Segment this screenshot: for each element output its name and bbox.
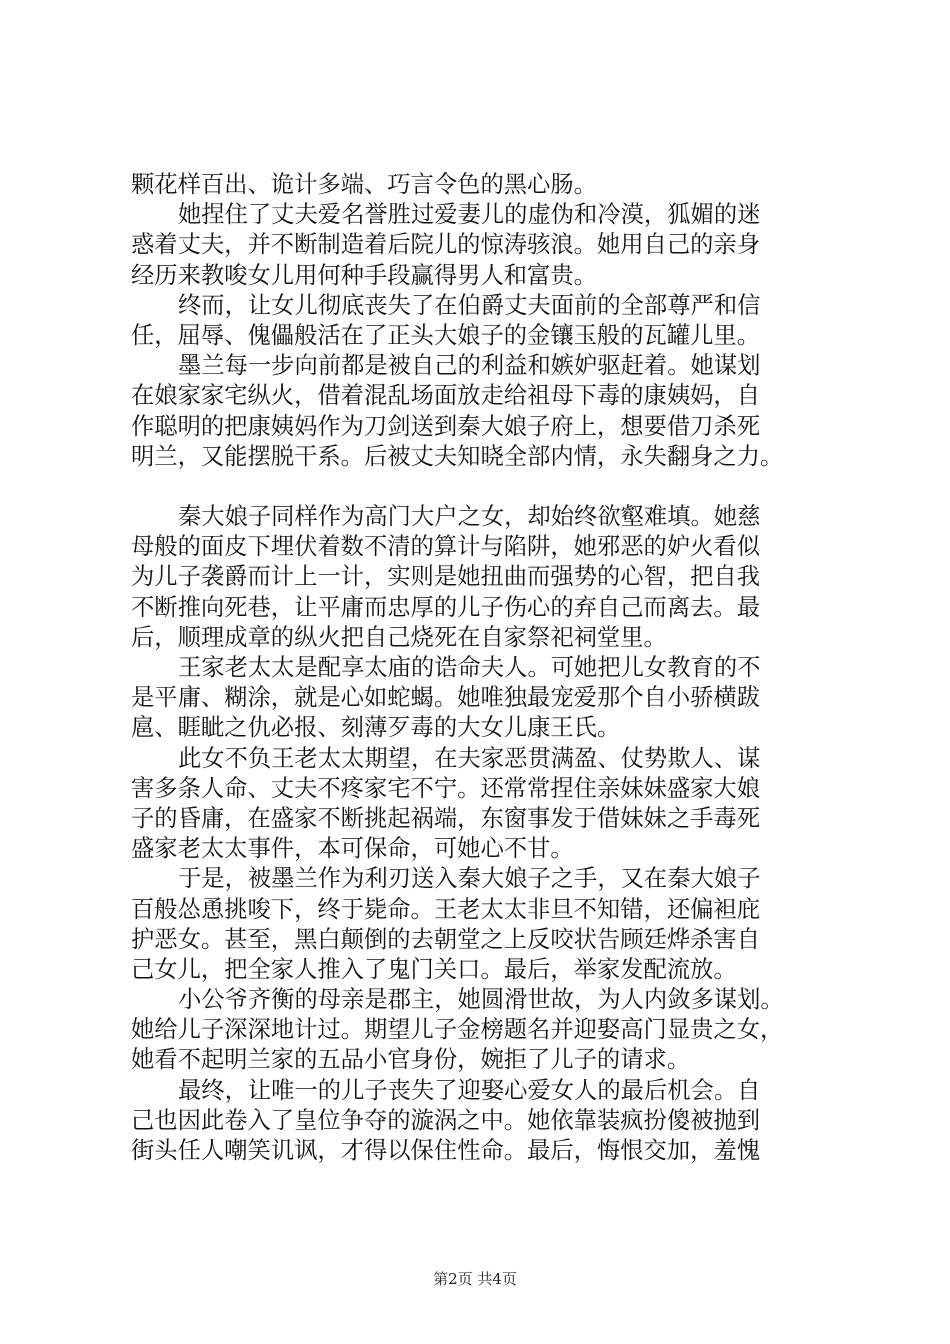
text-line: 百般怂恿挑唆下，终于毙命。王老太太非旦不知错，还偏袒庇	[131, 895, 761, 923]
text-line: 她捏住了丈夫爱名誉胜过爱妻儿的虚伪和冷漠，狐媚的迷	[178, 201, 761, 229]
text-line: 在娘家家宅纵火，借着混乱场面放走给祖母下毒的康姨妈，自	[131, 382, 761, 410]
text-line: 经历来教唆女儿用何种手段赢得男人和富贵。	[131, 261, 597, 289]
text-line: 作聪明的把康姨妈作为刀剑送到秦大娘子府上，想要借刀杀死	[131, 412, 761, 440]
text-line: 明兰，又能摆脱干系。后被丈夫知晓全部内情，永失翻身之力。	[131, 442, 784, 470]
text-line: 扈、睚眦之仇必报、刻薄歹毒的大女儿康王氏。	[131, 714, 621, 742]
paragraph-4	[131, 351, 831, 472]
document-body	[131, 170, 831, 1166]
page-footer	[0, 1268, 950, 1289]
paragraph-3	[131, 291, 831, 351]
text-line: 颗花样百出、诡计多端、巧言令色的黑心肠。	[131, 171, 597, 198]
text-line: 惑着丈夫，并不断制造着后院儿的惊涛骇浪。她用自己的亲身	[131, 231, 761, 259]
page-number-label: 第2页 共4页	[433, 1270, 517, 1288]
paragraph-6	[131, 653, 831, 744]
text-line: 街头任人嘲笑讥讽，才得以保住性命。最后，悔恨交加，羞愧	[131, 1137, 761, 1164]
text-line: 终而，让女儿彻底丧失了在伯爵丈夫面前的全部尊严和信	[178, 291, 761, 319]
text-line: 害多条人命、丈夫不疼家宅不宁。还常常捏住亲妹妹盛家大娘	[131, 774, 761, 802]
text-line: 是平庸、糊涂，就是心如蛇蝎。她唯独最宠爱那个自小骄横跋	[131, 684, 761, 712]
text-line: 母般的面皮下埋伏着数不清的算计与陷阱，她邪恶的妒火看似	[131, 533, 761, 561]
paragraph-2	[131, 200, 831, 291]
text-line: 盛家老太太事件，本可保命，可她心不甘。	[131, 835, 574, 863]
paragraph-9	[131, 985, 831, 1076]
paragraph-5	[131, 502, 831, 653]
text-line: 墨兰每一步向前都是被自己的利益和嫉妒驱赶着。她谋划	[178, 352, 761, 380]
text-line: 任，屈辱、傀儡般活在了正头大娘子的金镶玉般的瓦罐儿里。	[131, 321, 761, 349]
text-line: 后，顺理成章的纵火把自己烧死在自家祭祀祠堂里。	[131, 623, 667, 651]
paragraph-8	[131, 864, 831, 985]
text-line: 此女不负王老太太期望，在夫家恶贯满盈、仗势欺人、谋	[178, 744, 761, 772]
text-line: 不断推向死巷，让平庸而忠厚的儿子伤心的弃自己而离去。最	[131, 593, 761, 621]
paragraph-1	[131, 170, 831, 200]
text-line: 护恶女。甚至，黑白颠倒的去朝堂之上反咬状告顾廷烨杀害自	[131, 925, 761, 953]
paragraph-7	[131, 744, 831, 865]
text-line: 己女儿，把全家人推入了鬼门关口。最后，举家发配流放。	[131, 955, 737, 983]
text-line: 她给儿子深深地计过。期望儿子金榜题名并迎娶高门显贵之女，	[131, 1016, 784, 1044]
text-line: 己也因此卷入了皇位争夺的漩涡之中。她依靠装疯扮傻被抛到	[131, 1106, 761, 1134]
paragraph-10	[131, 1076, 831, 1167]
text-line: 最终，让唯一的儿子丧失了迎娶心爱女人的最后机会。自	[178, 1076, 761, 1104]
text-line: 为儿子袭爵而计上一计，实则是她扭曲而强势的心智，把自我	[131, 563, 761, 591]
text-line: 子的昏庸，在盛家不断挑起祸端，东窗事发于借妹妹之手毒死	[131, 804, 761, 832]
text-line: 秦大娘子同样作为高门大户之女，却始终欲壑难填。她慈	[178, 503, 761, 531]
text-line: 于是，被墨兰作为利刃送入秦大娘子之手，又在秦大娘子	[178, 865, 761, 893]
text-line: 她看不起明兰家的五品小官身份，婉拒了儿子的请求。	[131, 1046, 691, 1074]
text-line: 王家老太太是配享太庙的诰命夫人。可她把儿女教育的不	[178, 654, 761, 681]
text-line: 小公爷齐衡的母亲是郡主，她圆滑世故，为人内敛多谋划。	[178, 986, 784, 1014]
blank-line	[131, 472, 831, 502]
